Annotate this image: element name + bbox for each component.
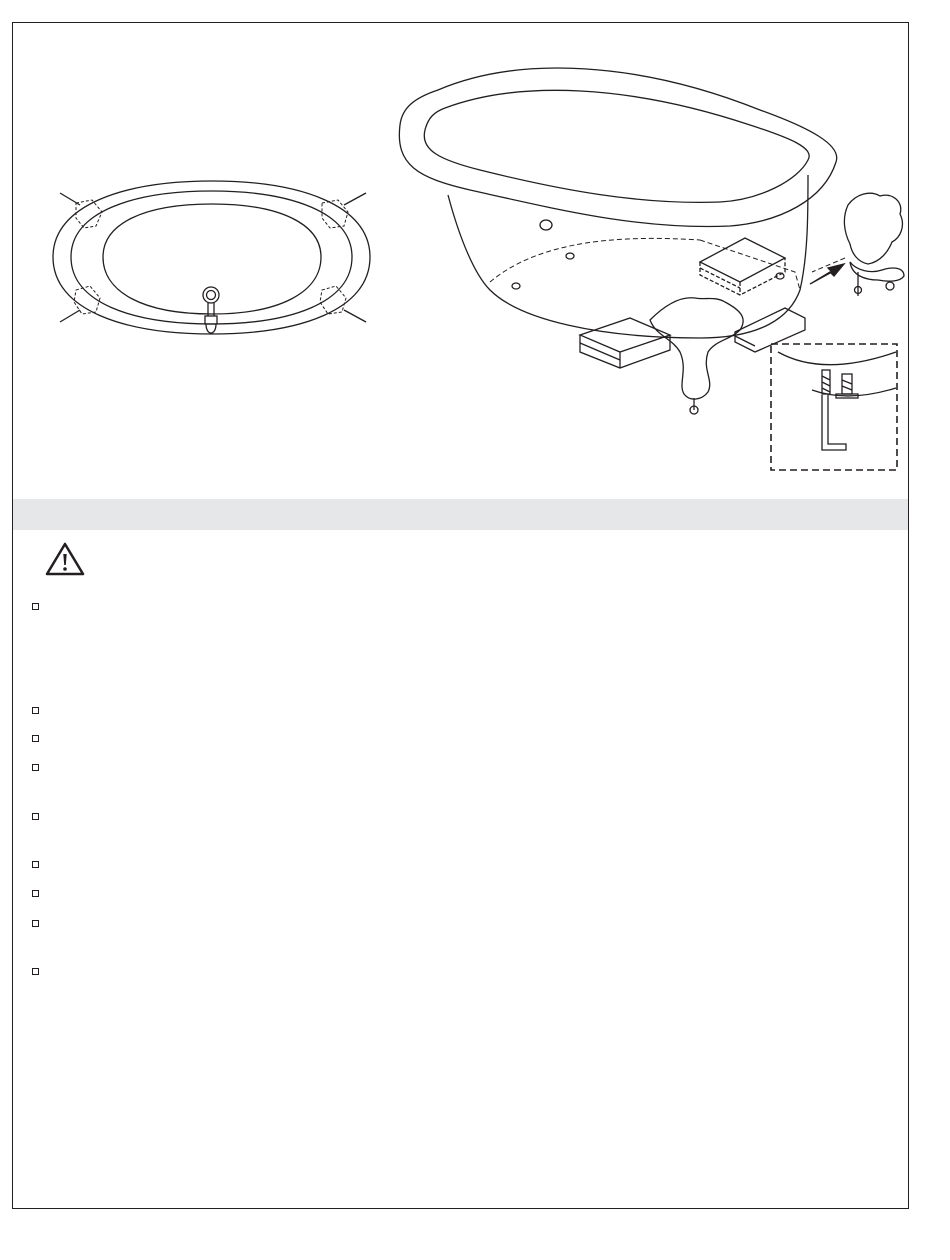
warning-triangle-icon	[44, 541, 86, 577]
checkbox-4[interactable]	[32, 764, 39, 771]
checkbox-8[interactable]	[32, 920, 39, 927]
checkbox-1[interactable]	[32, 603, 39, 610]
tub-top-view	[53, 181, 370, 334]
section-header-bar	[13, 499, 908, 530]
checkbox-9[interactable]	[32, 968, 39, 975]
tub-perspective-view	[399, 68, 904, 470]
checkbox-2[interactable]	[32, 707, 39, 714]
checkbox-3[interactable]	[32, 735, 39, 742]
installation-illustration	[0, 0, 950, 500]
checkbox-7[interactable]	[32, 890, 39, 897]
checkbox-5[interactable]	[32, 813, 39, 820]
checkbox-6[interactable]	[32, 861, 39, 868]
